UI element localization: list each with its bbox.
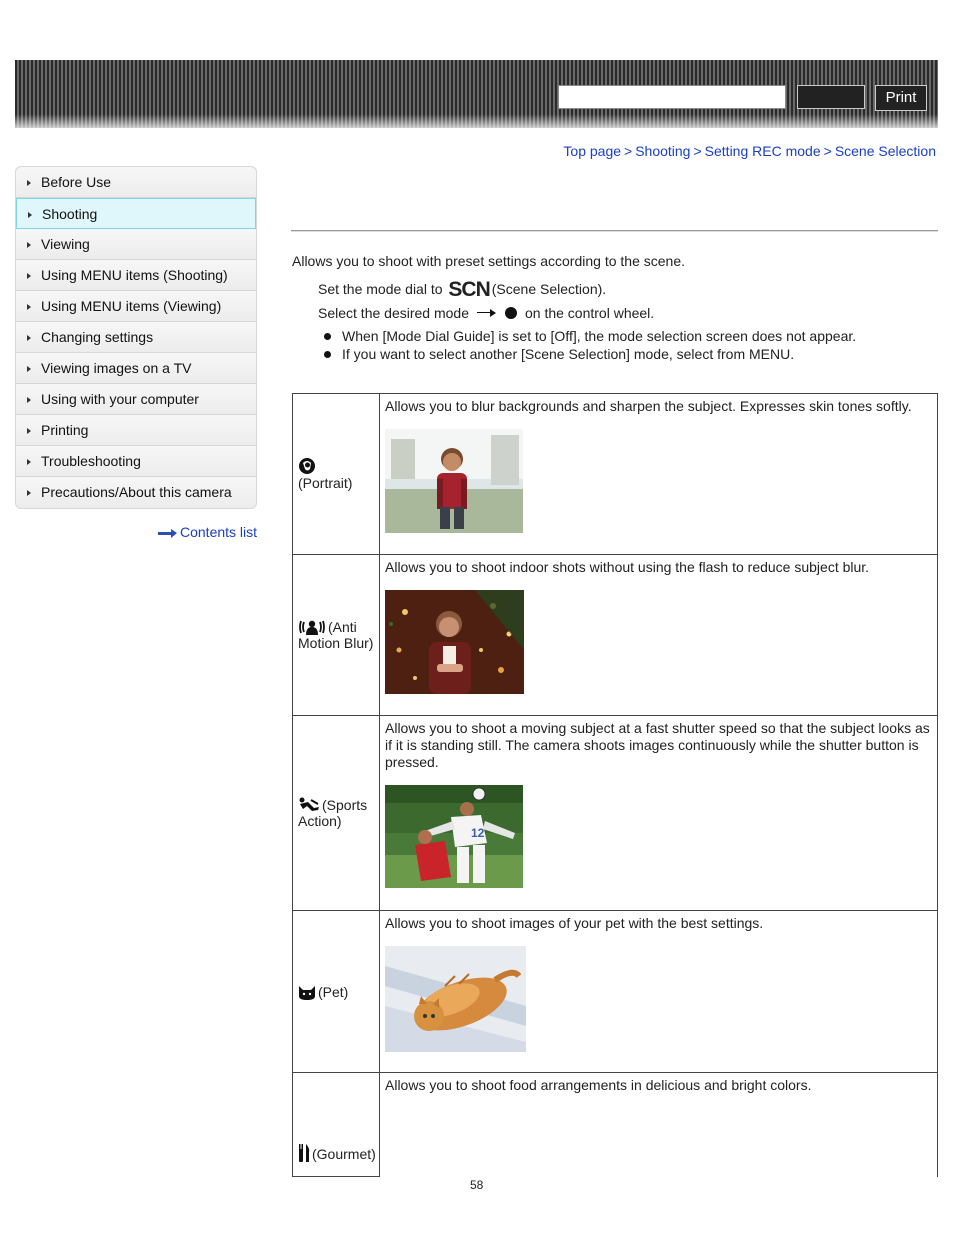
sidebar-item-label: Using MENU items (Shooting) <box>41 267 228 283</box>
contents-list-link[interactable] <box>158 524 257 540</box>
mode-name-cell <box>293 1073 380 1177</box>
table-row <box>293 1073 938 1177</box>
step2-before: Select the desired mode <box>318 305 469 321</box>
sidebar-item-label: Viewing <box>41 236 90 252</box>
breadcrumb-shooting[interactable]: Shooting <box>635 143 691 159</box>
step2-after: on the control wheel. <box>524 305 655 321</box>
caret-right-icon <box>27 273 31 279</box>
sidebar-item-shooting[interactable] <box>16 198 256 229</box>
mode-name: (Gourmet) <box>312 1146 376 1162</box>
caret-right-icon <box>27 335 31 341</box>
mode-name: (Pet) <box>318 983 349 1000</box>
sidebar-item-computer[interactable] <box>16 384 256 415</box>
sidebar-item-changing-settings[interactable] <box>16 322 256 353</box>
sidebar-item-menu-viewing[interactable] <box>16 291 256 322</box>
sidebar-item-viewing-tv[interactable] <box>16 353 256 384</box>
step-2 <box>318 305 654 321</box>
arrow-right-icon <box>477 309 497 317</box>
sidebar-item-label: Using with your computer <box>41 391 199 407</box>
anti-motion-blur-photo <box>385 590 524 694</box>
center-button-icon <box>505 307 517 319</box>
caret-right-icon <box>27 304 31 310</box>
caret-right-icon <box>27 428 31 434</box>
list-item: If you want to select another [Scene Selection] mode, select from MENU. <box>322 345 856 363</box>
breadcrumb-setting-rec-mode[interactable]: Setting REC mode <box>704 143 821 159</box>
sidebar-item-menu-shooting[interactable] <box>16 260 256 291</box>
sidebar-item-precautions[interactable] <box>16 477 256 508</box>
mode-name-cell <box>293 716 380 911</box>
sidebar-item-viewing[interactable] <box>16 229 256 260</box>
mode-desc-cell <box>380 394 938 555</box>
sidebar-item-label: Shooting <box>42 206 98 222</box>
pet-photo <box>385 946 526 1052</box>
title-divider <box>291 230 938 232</box>
mode-desc-cell <box>380 1073 938 1177</box>
sidebar-item-label: Using MENU items (Viewing) <box>41 298 222 314</box>
caret-right-icon <box>27 180 31 186</box>
search-button[interactable] <box>797 85 865 109</box>
notes-list <box>322 327 856 363</box>
print-button[interactable]: Print <box>875 85 927 111</box>
portrait-icon <box>298 457 318 475</box>
step-1 <box>318 278 606 302</box>
mode-name-cell <box>293 394 380 555</box>
mode-desc: Allows you to shoot a moving subject at a fast shutter speed so that the subject looks as if it is standing still. The camera shoots images continuously while the shutter button is pressed. <box>385 720 930 770</box>
step1-after: (Scene Selection). <box>491 281 607 297</box>
arrow-right-icon <box>158 529 177 537</box>
caret-right-icon <box>27 490 31 496</box>
mode-desc-cell <box>380 555 938 716</box>
caret-right-icon <box>27 397 31 403</box>
search-input[interactable] <box>558 85 786 109</box>
intro-text: Allows you to shoot with preset settings according to the scene. <box>292 253 685 269</box>
sidebar-nav <box>15 166 257 509</box>
mode-name: (Anti Motion Blur) <box>298 619 374 651</box>
sidebar-item-label: Troubleshooting <box>41 453 141 469</box>
mode-name-cell <box>293 911 380 1073</box>
svg-text:12: 12 <box>471 826 485 840</box>
caret-right-icon <box>27 459 31 465</box>
sidebar-item-label: Changing settings <box>41 329 154 345</box>
mode-desc: Allows you to blur backgrounds and sharpen the subject. Expresses skin tones softly. <box>385 398 912 414</box>
scene-mode-table <box>292 393 938 1177</box>
mode-name: (Sports Action) <box>298 797 368 829</box>
table-row <box>293 394 938 555</box>
anti-motion-blur-icon <box>298 619 326 635</box>
sports-action-icon <box>298 797 320 813</box>
sidebar-item-label: Viewing images on a TV <box>41 360 192 376</box>
sidebar-item-label: Before Use <box>41 174 112 190</box>
mode-name: (Portrait) <box>298 475 353 491</box>
step1-before: Set the mode dial to <box>318 281 443 297</box>
sidebar-item-before-use[interactable] <box>16 167 256 198</box>
list-item: When [Mode Dial Guide] is set to [Off], the mode selection screen does not appear. <box>322 327 856 345</box>
mode-desc-cell <box>380 716 938 911</box>
breadcrumb-scene-selection[interactable]: Scene Selection <box>834 143 936 159</box>
breadcrumb: Top page > Shooting > Setting REC mode > Scene Selection <box>563 143 936 159</box>
breadcrumb-top-page[interactable]: Top page <box>563 143 622 159</box>
gourmet-icon <box>298 1144 310 1162</box>
caret-right-icon <box>28 212 32 218</box>
mode-desc: Allows you to shoot images of your pet with the best settings. <box>385 915 764 931</box>
mode-name-cell <box>293 555 380 716</box>
sidebar-item-troubleshooting[interactable] <box>16 446 256 477</box>
sidebar-item-label: Precautions/About this camera <box>41 484 232 500</box>
table-row <box>293 555 938 716</box>
caret-right-icon <box>27 242 31 248</box>
page-number: 58 <box>470 1178 484 1192</box>
caret-right-icon <box>27 366 31 372</box>
pet-icon <box>298 984 316 1000</box>
contents-list-label: Contents list <box>180 524 258 540</box>
sidebar-item-label: Printing <box>41 422 89 438</box>
mode-desc: Allows you to shoot food arrangements in delicious and bright colors. <box>385 1077 812 1093</box>
portrait-photo <box>385 429 523 533</box>
sports-action-photo <box>385 785 523 888</box>
sidebar-item-printing[interactable] <box>16 415 256 446</box>
table-row <box>293 911 938 1073</box>
mode-desc: Allows you to shoot indoor shots without using the flash to reduce subject blur. <box>385 559 870 575</box>
table-row <box>293 716 938 911</box>
scn-icon: SCN <box>448 278 490 301</box>
mode-desc-cell <box>380 911 938 1073</box>
